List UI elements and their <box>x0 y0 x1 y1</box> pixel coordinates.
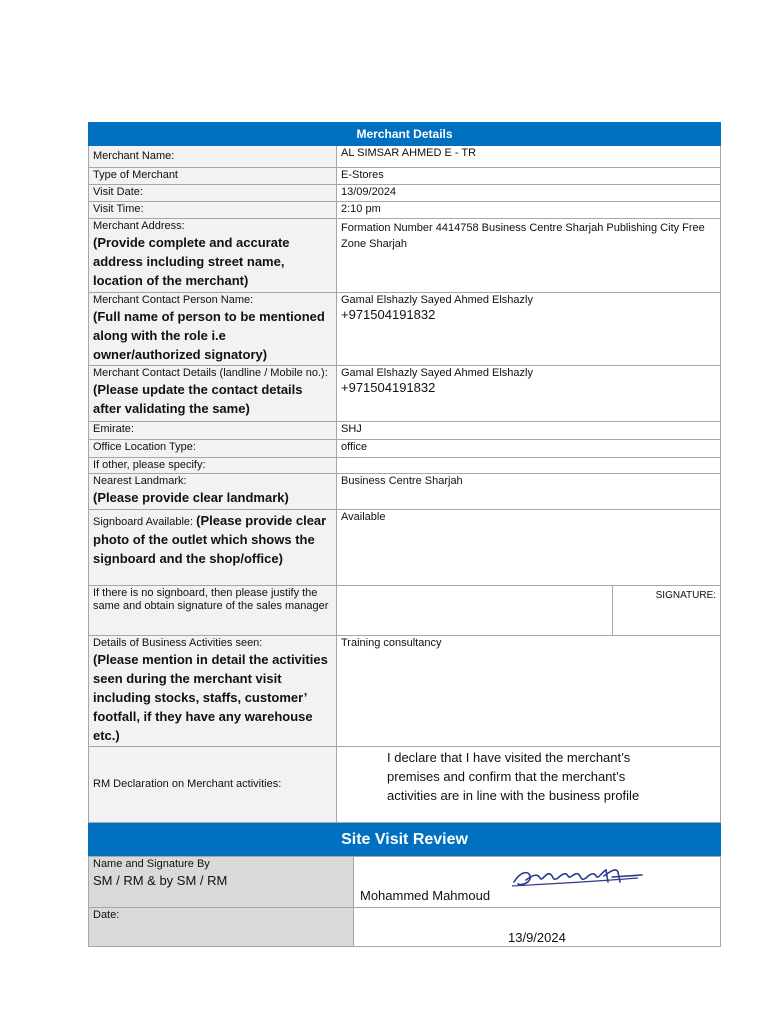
contact-details-value-cell <box>337 366 721 422</box>
site-visit-review-header: Site Visit Review <box>89 823 721 856</box>
visit-time-value: 2:10 pm <box>337 202 721 219</box>
other-value <box>337 458 721 474</box>
no-signboard-label: If there is no signboard, then please justify the same and obtain signature of the sales manager <box>89 586 337 636</box>
address-value: Formation Number 4414758 Business Centre Sharjah Publishing City Free Zone Sharjah <box>337 219 721 293</box>
name-signature-cell <box>89 857 354 908</box>
contact-person-label: Merchant Contact Person Name: <box>93 294 254 306</box>
landmark-value: Business Centre Sharjah <box>337 474 721 510</box>
contact-details-phone: +971504191832 <box>341 380 436 395</box>
activities-cell <box>89 636 337 747</box>
reviewer-name: Mohammed Mahmoud <box>360 888 491 903</box>
contact-details-value: Gamal Elshazly Sayed Ahmed Elshazly <box>341 367 533 379</box>
visit-date-value: 13/09/2024 <box>337 185 721 202</box>
contact-details-note: (Please update the contact details after validating the same) <box>93 382 303 416</box>
activities-value: Training consultancy <box>337 636 721 747</box>
landmark-cell <box>89 474 337 510</box>
signboard-cell <box>89 510 337 586</box>
merchant-type-value: E-Stores <box>337 168 721 185</box>
address-label: Merchant Address: <box>93 220 185 232</box>
emirate-value: SHJ <box>337 422 721 440</box>
merchant-form <box>88 122 720 947</box>
office-type-value: office <box>337 440 721 458</box>
merchant-name-value: AL SIMSAR AHMED E - TR <box>337 146 721 168</box>
address-cell <box>89 219 337 293</box>
visit-time-label: Visit Time: <box>89 202 337 219</box>
signboard-label: Signboard Available: <box>93 516 197 528</box>
emirate-label: Emirate: <box>89 422 337 440</box>
signboard-value: Available <box>337 510 721 586</box>
merchant-type-label: Type of Merchant <box>89 168 337 185</box>
signboard-note: (Please provide clear photo of the outlet which shows the signboard and the shop/office) <box>93 513 327 566</box>
landmark-note: (Please provide clear landmark) <box>93 490 289 505</box>
contact-person-phone: +971504191832 <box>341 307 436 322</box>
site-visit-review-table <box>88 856 721 947</box>
signature-label: SIGNATURE: <box>613 586 721 636</box>
landmark-label: Nearest Landmark: <box>93 475 187 487</box>
handwritten-signature <box>508 862 648 892</box>
date-label: Date: <box>89 908 354 947</box>
review-date-value: 13/9/2024 <box>508 930 566 945</box>
reviewer-signature-cell <box>354 857 721 908</box>
contact-person-note: (Full name of person to be mentioned along with the role i.e owner/authorized signatory) <box>93 309 325 362</box>
merchant-details-table <box>88 122 721 856</box>
review-date-cell <box>354 908 721 947</box>
office-type-label: Office Location Type: <box>89 440 337 458</box>
no-signboard-value <box>337 586 613 636</box>
other-label: If other, please specify: <box>89 458 337 474</box>
name-signature-sub: SM / RM & by SM / RM <box>93 873 228 888</box>
declaration-label: RM Declaration on Merchant activities: <box>89 747 337 823</box>
contact-person-cell <box>89 293 337 366</box>
contact-details-label: Merchant Contact Details (landline / Mobile no.): <box>93 367 328 379</box>
name-signature-label: Name and Signature By <box>93 858 210 870</box>
activities-label: Details of Business Activities seen: <box>93 637 263 649</box>
contact-person-value: Gamal Elshazly Sayed Ahmed Elshazly <box>341 294 533 306</box>
contact-person-value-cell <box>337 293 721 366</box>
activities-note: (Please mention in detail the activities seen during the merchant visit including stocks, staffs, customer’ footfall, if they have any warehouse etc.) <box>93 652 328 743</box>
merchant-name-label: Merchant Name: <box>89 146 337 168</box>
merchant-details-header: Merchant Details <box>89 123 721 146</box>
visit-date-label: Visit Date: <box>89 185 337 202</box>
declaration-text: I declare that I have visited the merchant’s premises and confirm that the merchant’s activities are in line with the business profile <box>337 747 721 823</box>
address-note: (Provide complete and accurate address including street name, location of the merchant) <box>93 235 290 288</box>
contact-details-cell <box>89 366 337 422</box>
